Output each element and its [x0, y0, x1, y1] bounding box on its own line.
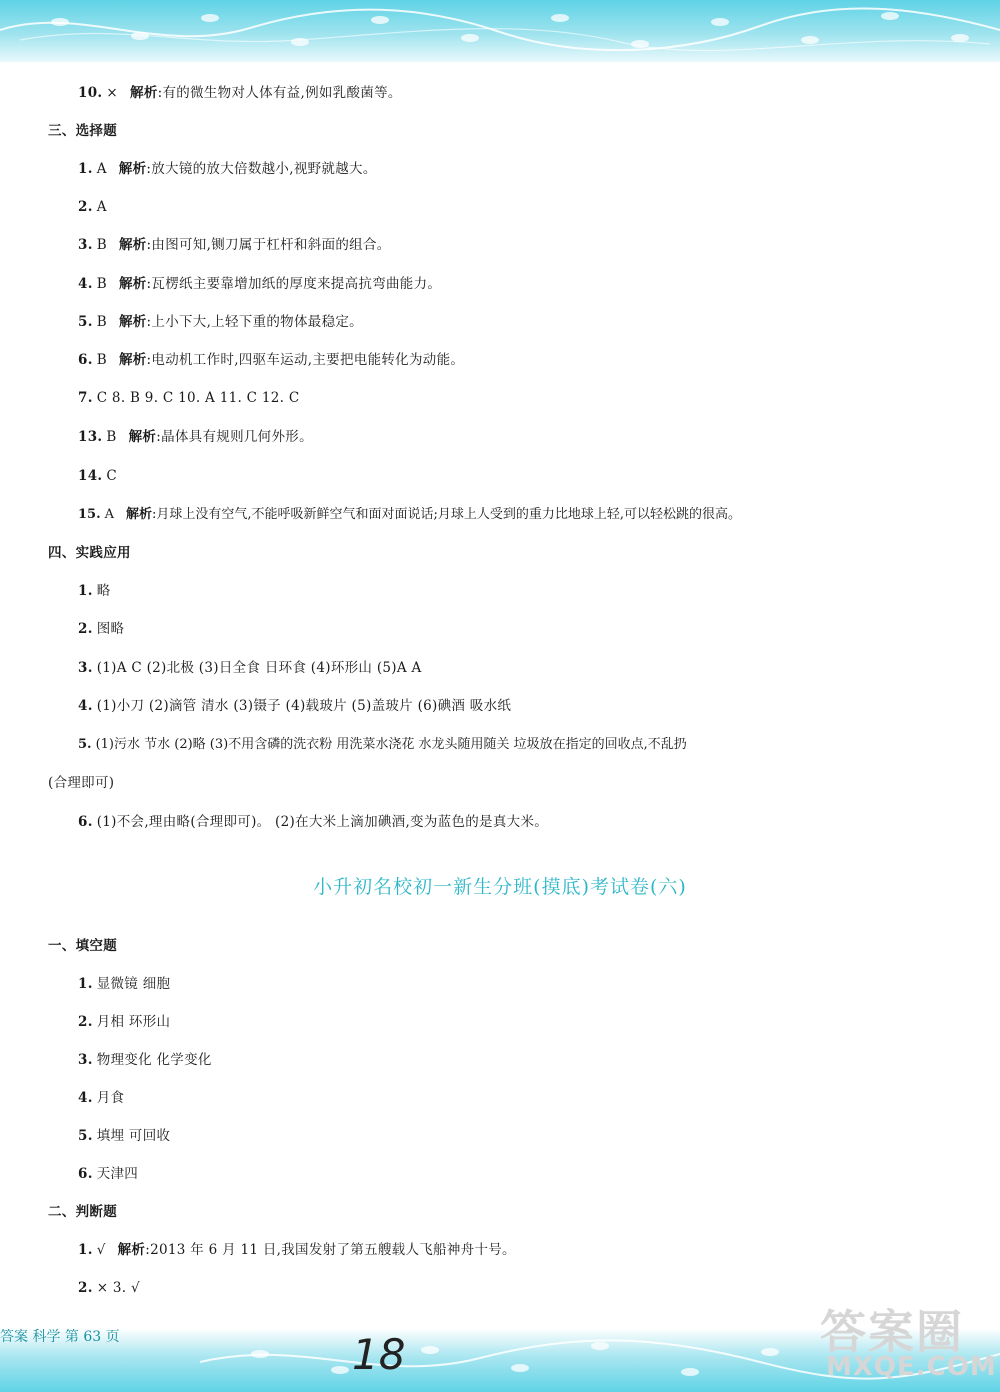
- top-banner: [0, 0, 1000, 62]
- handwritten-page-number: 18: [352, 1330, 406, 1379]
- answer-line: 15. A 解析:月球上没有空气,不能呼吸新鲜空气和面对面说话;月球上人受到的重力比地球上轻,可以轻松跳的很高。: [78, 507, 742, 522]
- vine-decoration-top: [0, 0, 1000, 62]
- section-heading: 一、填空题: [48, 938, 117, 954]
- answer-line-continued: (合理即可): [48, 775, 115, 791]
- answer-line: 2. A: [78, 199, 107, 215]
- answer-line: 4. B 解析:瓦楞纸主要靠增加纸的厚度来提高抗弯曲能力。: [78, 276, 442, 292]
- answer-line: 3. (1)A C (2)北极 (3)日全食 日环食 (4)环形山 (5)A A: [78, 660, 422, 676]
- answer-line: 4. 月食: [78, 1090, 125, 1106]
- answer-line: 6. 天津四: [78, 1166, 139, 1182]
- answer-line: 1. 显微镜 细胞: [78, 976, 171, 992]
- answer-line: 6. B 解析:电动机工作时,四驱车运动,主要把电能转化为动能。: [78, 352, 465, 368]
- watermark-text: 答案圈: [820, 1305, 964, 1359]
- section-heading: 二、判断题: [48, 1204, 117, 1220]
- answer-line: 3. B 解析:由图可知,铡刀属于杠杆和斜面的组合。: [78, 237, 391, 253]
- answer-line: 2. × 3. √: [78, 1280, 140, 1296]
- answer-line: 5. (1)污水 节水 (2)略 (3)不用含磷的洗衣粉 用洗菜水浇花 水龙头随用随关 垃圾放在指定的回收点,不乱扔: [78, 737, 687, 752]
- answer-line: 1. A 解析:放大镜的放大倍数越小,视野就越大。: [78, 161, 377, 177]
- answer-line: 6. (1)不会,理由略(合理即可)。 (2)在大米上滴加碘酒,变为蓝色的是真大米。: [78, 814, 549, 830]
- answer-line: 2. 月相 环形山: [78, 1014, 171, 1030]
- answer-line: 3. 物理变化 化学变化: [78, 1052, 212, 1068]
- exam-title: 小升初名校初一新生分班(摸底)考试卷(六): [313, 876, 687, 898]
- answer-line: 14. C: [78, 468, 118, 484]
- site-watermark: [812, 1296, 997, 1388]
- section-heading: 三、选择题: [48, 123, 117, 139]
- answer-line: 10. × 解析:有的微生物对人体有益,例如乳酸菌等。: [78, 85, 402, 101]
- answer-line: 5. B 解析:上小下大,上轻下重的物体最稳定。: [78, 314, 363, 330]
- answer-line: 1. √ 解析:2013 年 6 月 11 日,我国发射了第五艘载人飞船神舟十号。: [78, 1242, 516, 1258]
- answer-line: 13. B 解析:晶体具有规则几何外形。: [78, 429, 313, 445]
- answer-line: 5. 填埋 可回收: [78, 1128, 171, 1144]
- watermark-url: MXQE.COM: [826, 1352, 997, 1382]
- footer-page-label: 答案 科学 第 63 页: [0, 1329, 120, 1345]
- answer-line: 4. (1)小刀 (2)滴管 清水 (3)镊子 (4)载玻片 (5)盖玻片 (6)碘酒 吸水纸: [78, 698, 512, 714]
- answer-line: 7. C 8. B 9. C 10. A 11. C 12. C: [78, 390, 300, 406]
- section-heading: 四、实践应用: [48, 545, 131, 561]
- answer-line: 2. 图略: [78, 621, 125, 637]
- answer-line: 1. 略: [78, 583, 111, 599]
